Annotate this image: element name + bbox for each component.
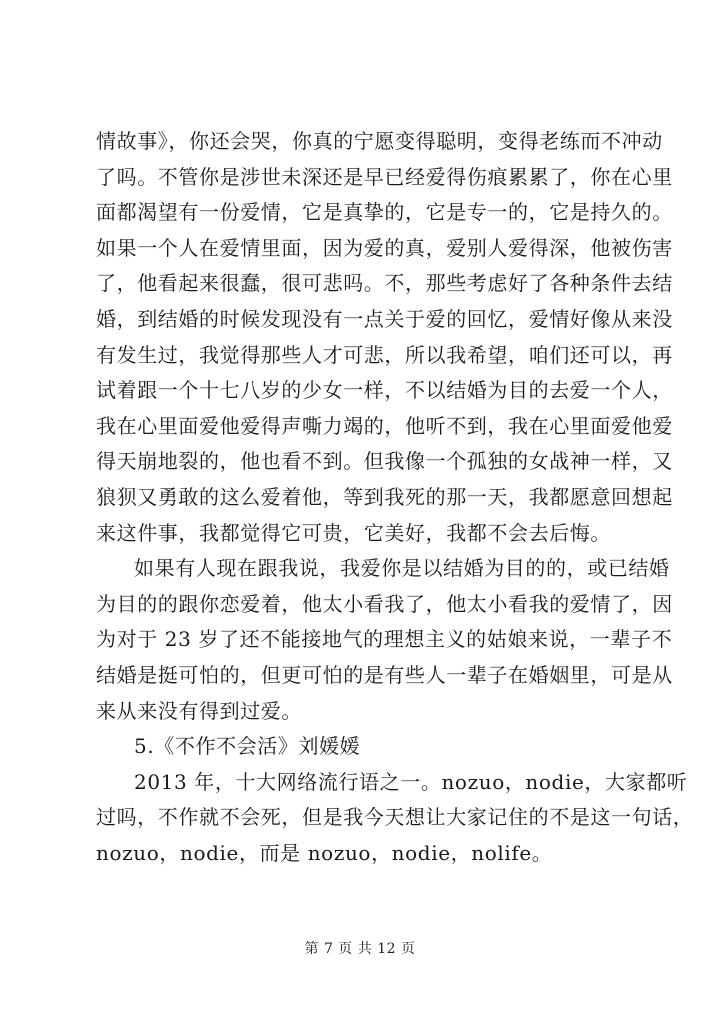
text-line: 狼狈又勇敢的这么爱着他，等到我死的那一天，我都愿意回想起 [96, 484, 673, 509]
paragraph [96, 729, 640, 765]
text-line: 来这件事，我都觉得它可贵，它美好，我都不会去后悔。 [96, 520, 611, 545]
paragraph [96, 124, 673, 551]
text-line: 得天崩地裂的，他也看不到。但我像一个孤独的女战神一样，又 [96, 449, 673, 474]
text-line: 面都渴望有一份爱情，它是真挚的，它是专一的，它是持久的。 [96, 200, 673, 225]
text-line: 如果一个人在爱情里面，因为爱的真，爱别人爱得深，他被伤害 [96, 235, 673, 260]
text-line: 结婚是挺可怕的，但更可怕的是有些人一辈子在婚姻里，可是从 [96, 662, 673, 687]
text-line: 2013 年，十大网络流行语之一。nozuo，nodie，大家都听 [134, 769, 688, 794]
text-line: 过吗，不作就不会死，但是我今天想让大家记住的不是这一句话， [96, 805, 694, 830]
text-line: 了，他看起来很蠢，很可悲吗。不，那些考虑好了各种条件去结 [96, 271, 673, 296]
text-line: 婚，到结婚的时候发现没有一点关于爱的回忆，爱情好像从来没 [96, 306, 673, 331]
text-line: 来从来没有得到过爱。 [96, 698, 302, 723]
page-footer: 第 7 页 共 12 页 [304, 941, 416, 957]
paragraph [96, 551, 673, 729]
text-line: nozuo，nodie，而是 nozuo，nodie，nolife。 [96, 840, 553, 865]
text-line: 有发生过，我觉得那些人才可悲，所以我希望，咱们还可以，再 [96, 342, 673, 367]
text-line: 5.《不作不会活》刘媛媛 [134, 734, 361, 759]
text-line: 试着跟一个十七八岁的少女一样，不以结婚为目的去爱一个人， [96, 378, 673, 403]
text-line: 了吗。不管你是涉世未深还是早已经爱得伤痕累累了，你在心里 [96, 164, 673, 189]
text-line: 为对于 23 岁了还不能接地气的理想主义的姑娘来说，一辈子不 [96, 627, 673, 652]
text-line: 为目的的跟你恋爱着，他太小看我了，他太小看我的爱情了，因 [96, 591, 673, 616]
text-line: 情故事》，你还会哭，你真的宁愿变得聪明，变得老练而不冲动 [96, 129, 663, 153]
text-line: 我在心里面爱他爱得声嘶力竭的，他听不到，我在心里面爱他爱 [96, 413, 673, 438]
text-line: 如果有人现在跟我说，我爱你是以结婚为目的的，或已结婚 [134, 556, 670, 581]
body-text [96, 124, 694, 871]
paragraph [96, 765, 694, 872]
